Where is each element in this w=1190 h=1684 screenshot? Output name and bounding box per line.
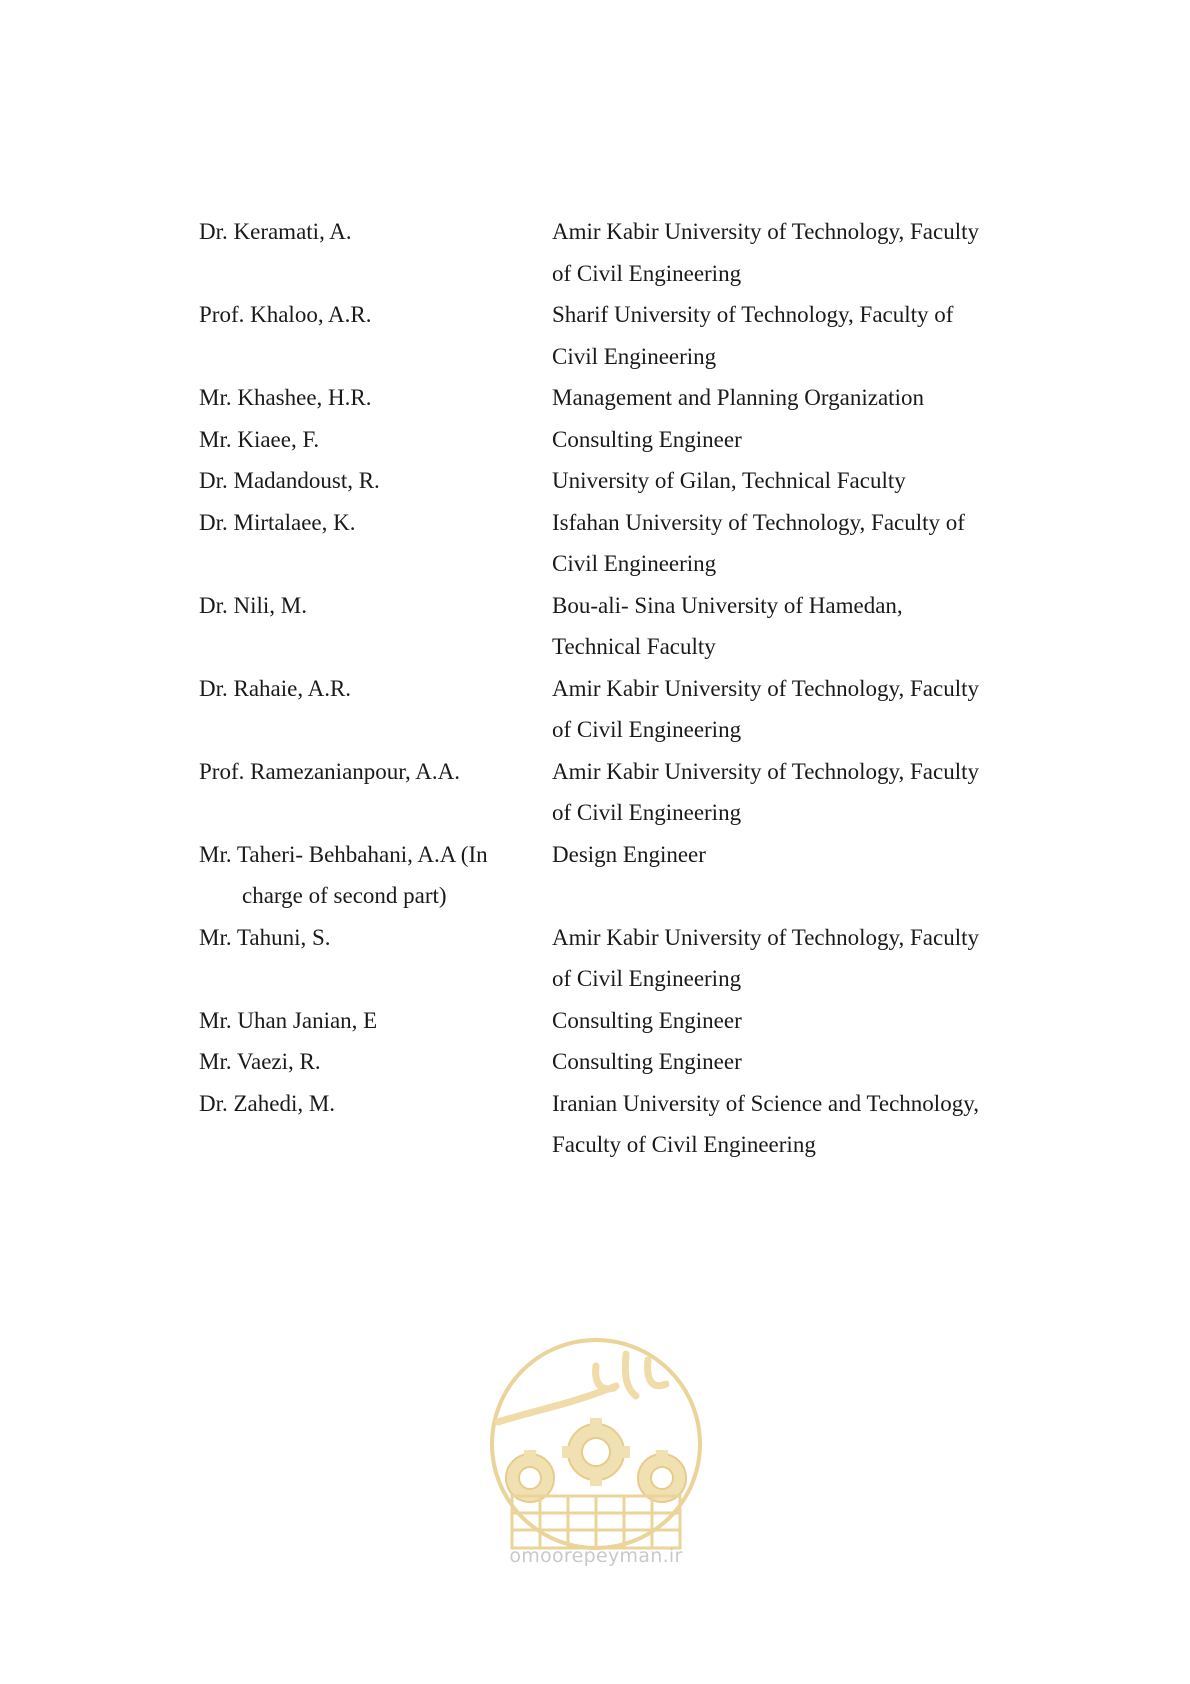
member-row — [199, 668, 999, 751]
member-affiliation: Sharif University of Technology, Faculty of Civil Engineering — [552, 302, 954, 369]
member-name: Dr. Zahedi, M. — [199, 1090, 336, 1116]
member-name: Mr. Khashee, H.R. — [199, 385, 372, 410]
member-name: Mr. Kiaee, F. — [199, 426, 320, 452]
member-affiliation: Isfahan University of Technology, Faculty of Civil Engineering — [552, 509, 965, 576]
member-name: Dr. Madandoust, R. — [199, 468, 380, 493]
member-affiliation: Consulting Engineer — [552, 1007, 742, 1033]
member-name: Mr. Uhan Janian, E — [199, 1007, 378, 1033]
member-name: Dr. Keramati, A. — [199, 219, 352, 244]
member-affiliation: Iranian University of Science and Technology, Faculty of Civil Engineering — [552, 1090, 979, 1157]
member-affiliation: Amir Kabir University of Technology, Faculty of Civil Engineering — [552, 924, 980, 991]
member-row — [199, 419, 999, 461]
member-name: Dr. Mirtalaee, K. — [199, 509, 356, 535]
member-affiliation: University of Gilan, Technical Faculty — [552, 468, 906, 493]
member-row — [199, 834, 999, 917]
member-name: Mr. Vaezi, R. — [199, 1049, 321, 1074]
member-name: Prof. Khaloo, A.R. — [199, 302, 372, 327]
member-row — [199, 211, 999, 294]
member-affiliation: Amir Kabir University of Technology, Faculty of Civil Engineering — [552, 675, 980, 742]
member-list — [199, 211, 999, 1166]
member-row — [199, 460, 999, 502]
member-name: Dr. Rahaie, A.R. — [199, 675, 352, 701]
member-row — [199, 751, 999, 834]
member-row — [199, 585, 999, 668]
member-affiliation: Consulting Engineer — [552, 426, 742, 452]
member-affiliation: Amir Kabir University of Technology, Faculty of Civil Engineering — [552, 758, 980, 825]
member-row — [199, 917, 999, 1000]
member-name: Mr. Taheri- Behbahani, A.A (In charge of second part) — [199, 841, 488, 908]
member-row — [199, 377, 999, 419]
member-row — [199, 502, 999, 585]
member-name: Prof. Ramezanianpour, A.A. — [199, 758, 460, 784]
member-row — [199, 1000, 999, 1042]
member-affiliation: Management and Planning Organization — [552, 385, 924, 410]
member-row — [199, 1083, 999, 1166]
watermark-caption: omoorepeyman.ir — [509, 1545, 683, 1567]
member-affiliation: Consulting Engineer — [552, 1049, 742, 1074]
member-affiliation: Amir Kabir University of Technology, Faculty of Civil Engineering — [552, 219, 980, 286]
member-row — [199, 1041, 999, 1083]
member-name: Dr. Nili, M. — [199, 592, 307, 618]
member-affiliation: Design Engineer — [552, 841, 706, 867]
member-name: Mr. Tahuni, S. — [199, 924, 331, 950]
member-affiliation: Bou-ali- Sina University of Hamedan, Technical Faculty — [552, 592, 903, 659]
member-row — [199, 294, 999, 377]
